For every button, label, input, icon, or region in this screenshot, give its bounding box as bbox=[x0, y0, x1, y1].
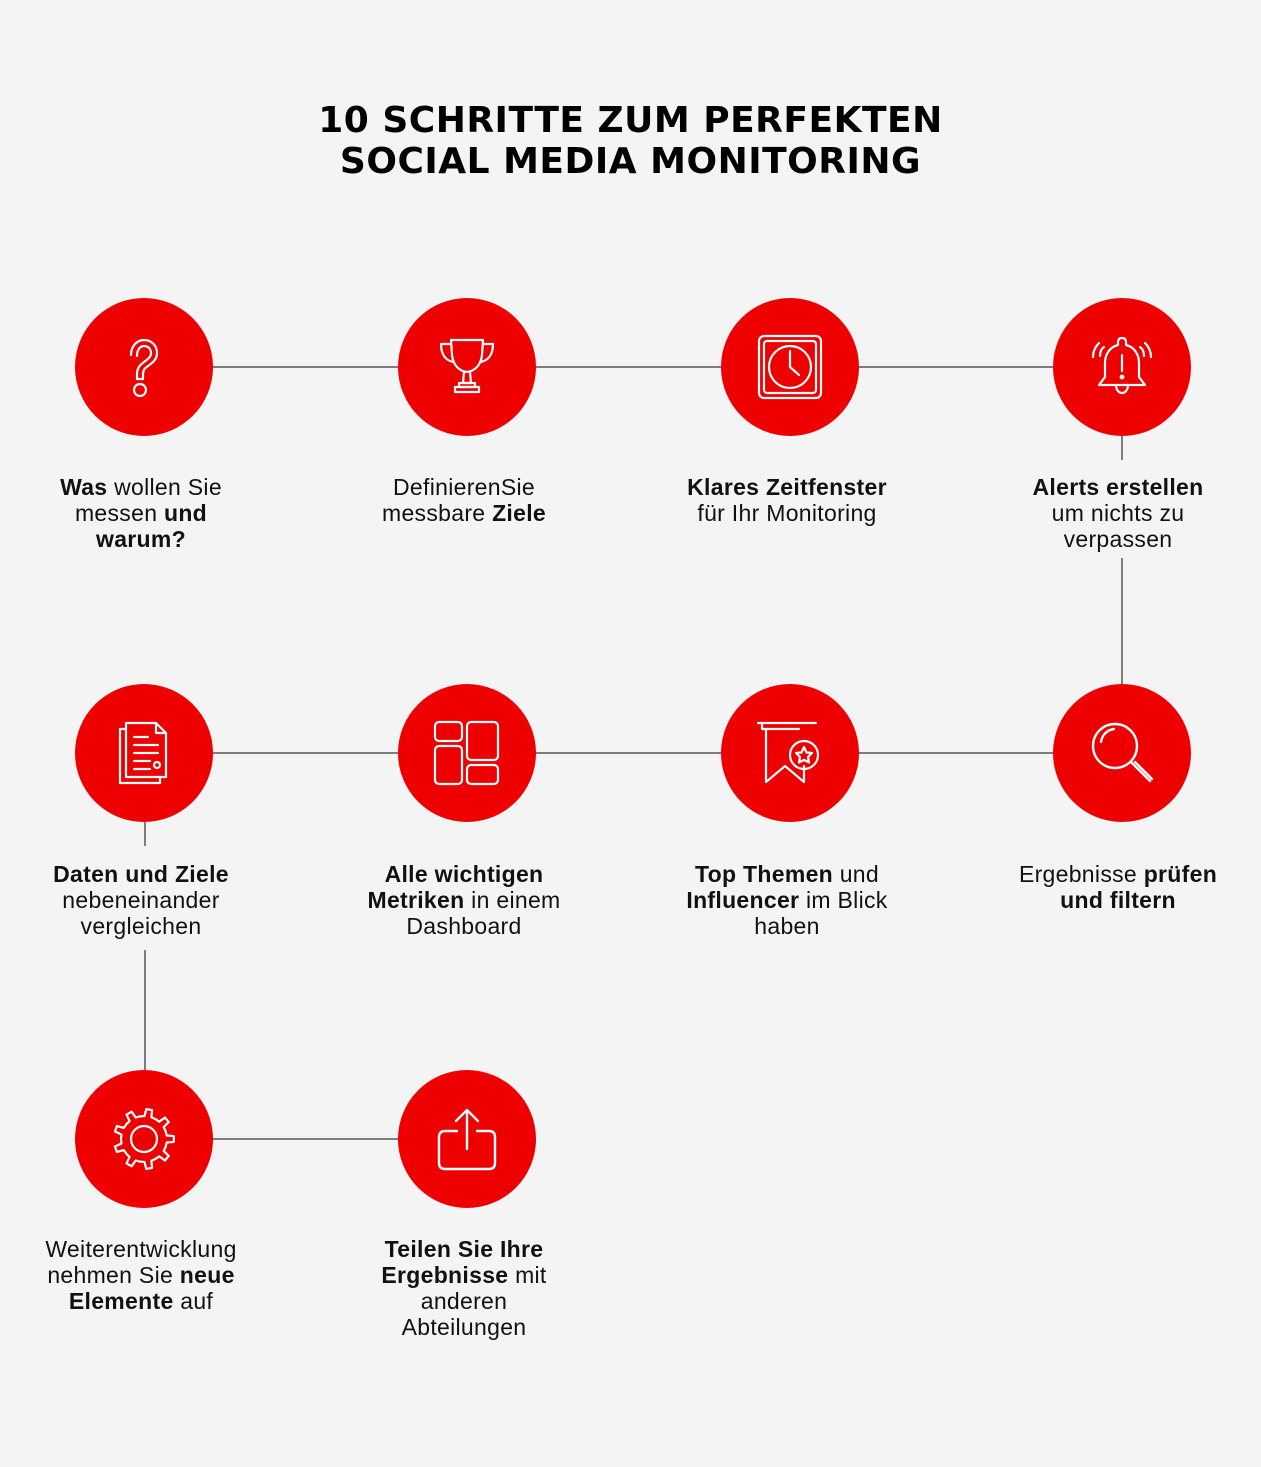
step-8-circle bbox=[75, 684, 213, 822]
label-segment: um nichts zu bbox=[1051, 500, 1185, 526]
step-3-label bbox=[657, 474, 917, 526]
label-segment: in einem bbox=[464, 887, 561, 913]
label-segment: Alle wichtigen bbox=[384, 861, 544, 887]
label-segment: für Ihr Monitoring bbox=[697, 500, 877, 526]
label-segment: auf bbox=[173, 1288, 214, 1314]
step-9-label bbox=[11, 1236, 271, 1314]
step-4-label bbox=[988, 474, 1248, 552]
step-1-label bbox=[11, 474, 271, 552]
label-segment: nebeneinander bbox=[62, 887, 220, 913]
label-segment: Ziele bbox=[492, 500, 546, 526]
step-1-circle bbox=[75, 298, 213, 436]
label-segment: Influencer bbox=[686, 887, 800, 913]
clock-icon bbox=[752, 329, 828, 405]
label-segment: und bbox=[163, 500, 208, 526]
label-segment: nehmen Sie bbox=[47, 1262, 180, 1288]
step-4-circle bbox=[1053, 298, 1191, 436]
label-segment: Abteilungen bbox=[401, 1314, 527, 1340]
step-3-circle bbox=[721, 298, 859, 436]
dashboard-icon bbox=[429, 715, 505, 791]
step-2-circle bbox=[398, 298, 536, 436]
title-line-1: 10 SCHRITTE ZUM PERFEKTEN bbox=[318, 100, 943, 141]
bell-alert-icon bbox=[1084, 329, 1160, 405]
step-7-circle bbox=[398, 684, 536, 822]
trophy-icon bbox=[429, 329, 505, 405]
step-6-label bbox=[657, 861, 917, 939]
label-segment: Teilen Sie Ihre bbox=[384, 1236, 544, 1262]
label-segment: Elemente bbox=[68, 1288, 174, 1314]
label-segment: und bbox=[833, 861, 879, 887]
label-segment: Klares Zeitfenster bbox=[687, 474, 887, 500]
label-segment: mit bbox=[508, 1262, 547, 1288]
step-6-circle bbox=[721, 684, 859, 822]
gear-icon bbox=[106, 1101, 182, 1177]
label-segment: DefinierenSie bbox=[393, 474, 535, 500]
label-segment: neue bbox=[179, 1262, 235, 1288]
label-segment: und filtern bbox=[1060, 887, 1176, 913]
step-2-label bbox=[334, 474, 594, 526]
label-segment: anderen bbox=[420, 1288, 508, 1314]
ribbon-badge-icon bbox=[752, 715, 828, 791]
label-segment: Ergebnisse bbox=[1018, 861, 1144, 887]
label-segment: Daten und Ziele bbox=[53, 861, 229, 887]
label-segment: Weiterentwicklung bbox=[45, 1236, 237, 1262]
question-mark-icon bbox=[106, 329, 182, 405]
label-segment: im Blick bbox=[799, 887, 888, 913]
label-segment: Was bbox=[60, 474, 108, 500]
step-9-circle bbox=[75, 1070, 213, 1208]
label-segment: Ergebnisse bbox=[381, 1262, 509, 1288]
step-5-label bbox=[988, 861, 1248, 913]
label-segment: Metriken bbox=[367, 887, 465, 913]
label-segment: wollen Sie bbox=[107, 474, 222, 500]
label-segment: Alerts erstellen bbox=[1032, 474, 1204, 500]
label-segment: vergleichen bbox=[80, 913, 202, 939]
label-segment: haben bbox=[754, 913, 820, 939]
document-icon bbox=[106, 715, 182, 791]
share-icon bbox=[429, 1101, 505, 1177]
step-10-circle bbox=[398, 1070, 536, 1208]
label-segment: messbare bbox=[382, 500, 493, 526]
title-line-2: SOCIAL MEDIA MONITORING bbox=[339, 141, 922, 182]
step-8-label bbox=[11, 861, 271, 939]
label-segment: Dashboard bbox=[406, 913, 522, 939]
step-7-label bbox=[334, 861, 594, 939]
label-segment: prüfen bbox=[1143, 861, 1218, 887]
label-segment: verpassen bbox=[1063, 526, 1173, 552]
step-5-circle bbox=[1053, 684, 1191, 822]
label-segment: Top Themen bbox=[695, 861, 834, 887]
label-segment: warum? bbox=[96, 526, 186, 552]
label-segment: messen bbox=[74, 500, 164, 526]
magnifier-icon bbox=[1084, 715, 1160, 791]
step-10-label bbox=[334, 1236, 594, 1340]
